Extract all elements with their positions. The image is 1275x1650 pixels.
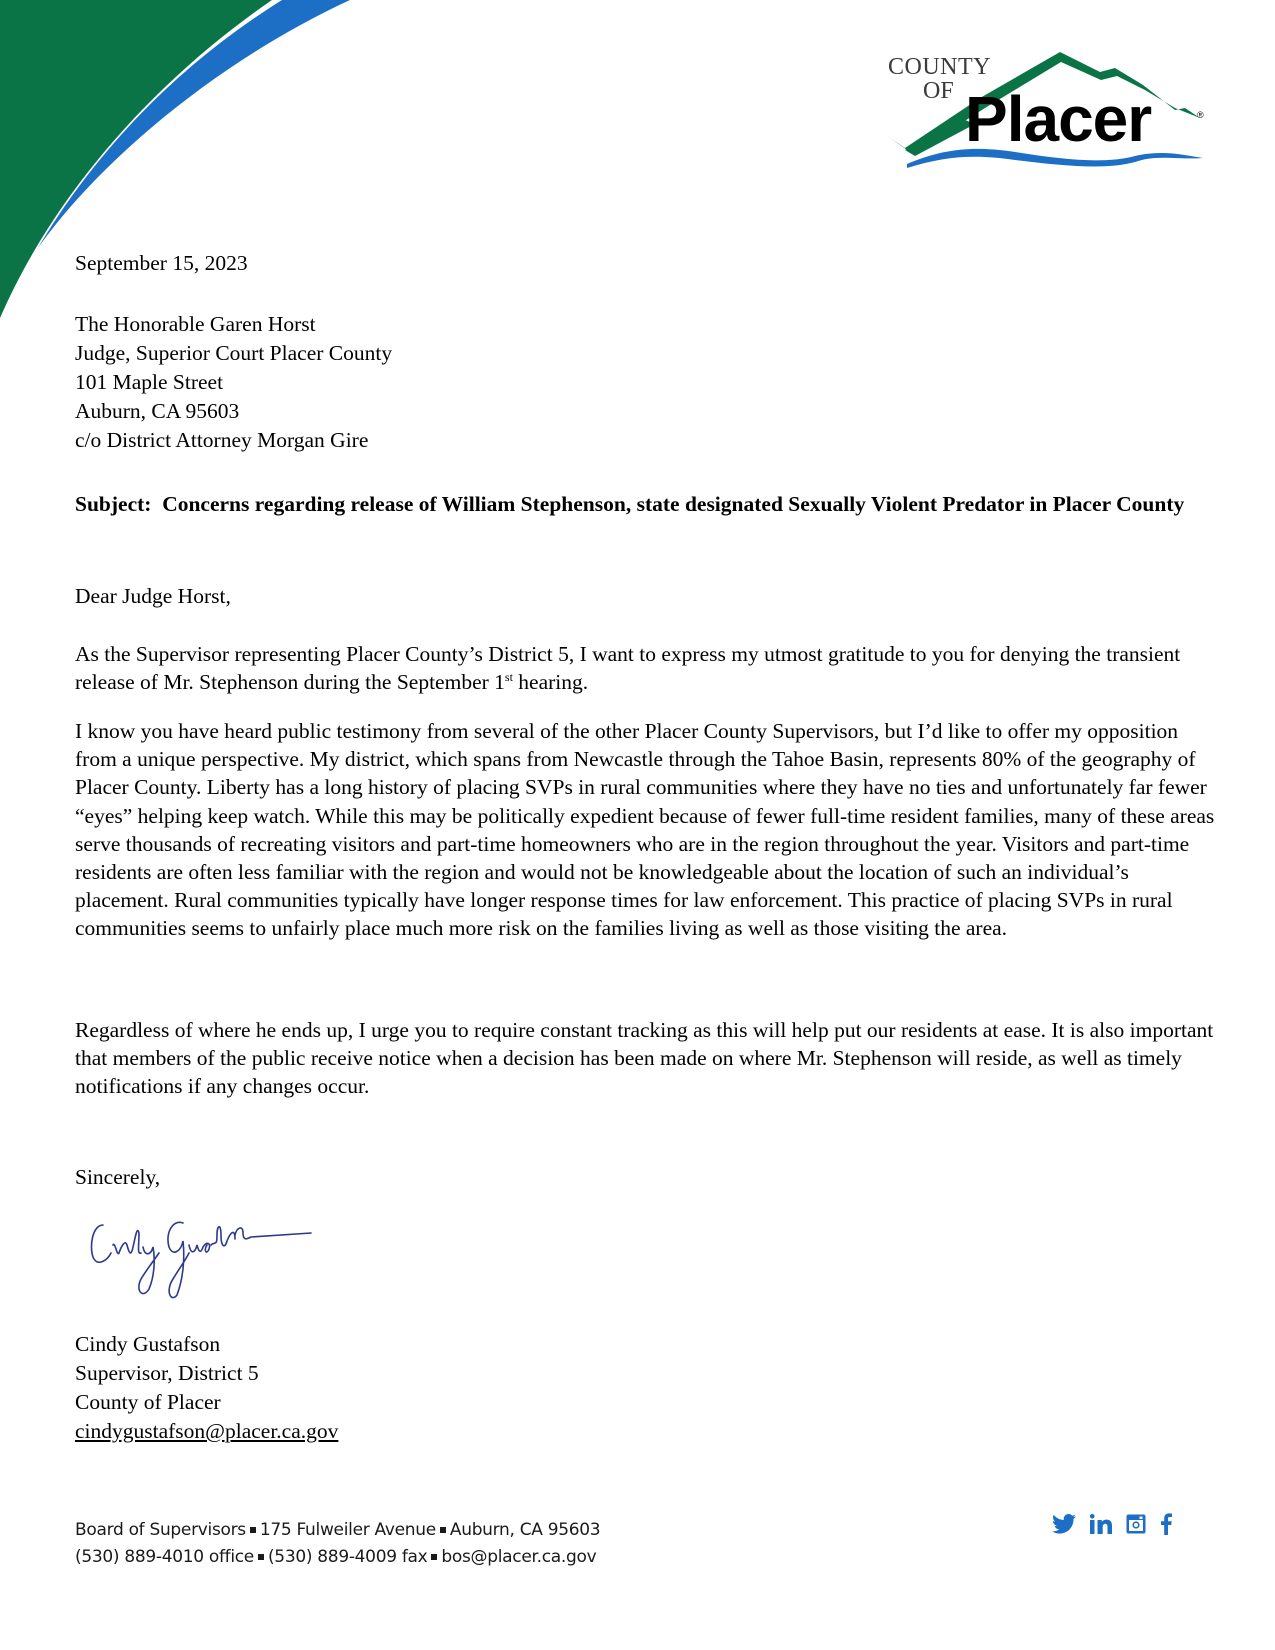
bullet-separator: [258, 1554, 264, 1560]
county-of-placer-logo: [885, 40, 1210, 175]
footer-address-line: [75, 1517, 600, 1544]
bullet-separator: [440, 1527, 446, 1533]
recipient-address: [75, 310, 392, 455]
p1-text-end: hearing.: [512, 670, 589, 695]
footer-email[interactable]: bos@placer.ca.gov: [441, 1547, 597, 1567]
signature-block: [75, 1330, 338, 1446]
subject-label: Subject:: [75, 492, 152, 516]
recipient-line: Judge, Superior Court Placer County: [75, 341, 393, 365]
recipient-line: 101 Maple Street: [75, 370, 224, 394]
handwritten-signature: [85, 1195, 325, 1305]
salutation: Dear Judge Horst,: [75, 584, 231, 608]
subject-text: Concerns regarding release of William Stephenson, state designated Sexually Violent Predator in Placer County: [162, 492, 1185, 516]
footer-office-name: Board of Supervisors: [75, 1520, 246, 1540]
social-media-links: [1052, 1513, 1172, 1535]
signer-organization: County of Placer: [75, 1390, 221, 1414]
subject-line: [75, 490, 1215, 519]
registered-mark: ®: [1197, 110, 1204, 120]
signer-email-link[interactable]: cindygustafson@placer.ca.gov: [75, 1419, 339, 1443]
body-paragraph-3: Regardless of where he ends up, I urge you to require constant tracking as this will help put our residents at ease. It is also important that members of the public receive notice when a decision has been made on where Mr. Stephenson will reside, as well as timely notifications if any changes occur.: [75, 1018, 1214, 1099]
signer-title: Supervisor, District 5: [75, 1361, 259, 1385]
closing: Sincerely,: [75, 1165, 161, 1189]
logo-county-text: COUNTY: [888, 54, 991, 80]
logo-of-text: OF: [923, 78, 954, 104]
bullet-separator: [431, 1554, 437, 1560]
linkedin-icon[interactable]: [1090, 1514, 1112, 1534]
twitter-icon[interactable]: [1052, 1514, 1076, 1534]
signer-name: Cindy Gustafson: [75, 1332, 221, 1356]
letterhead-swoosh: [0, 0, 380, 330]
ordinal-suffix: st: [504, 670, 513, 685]
body-paragraph-1: [75, 640, 1215, 696]
recipient-line: The Honorable Garen Horst: [75, 312, 316, 336]
footer-fax: (530) 889-4009 fax: [267, 1547, 428, 1567]
logo-placer-text: Placer: [965, 83, 1152, 155]
footer-office-phone: (530) 889-4010 office: [75, 1547, 254, 1567]
instagram-icon[interactable]: [1126, 1514, 1146, 1534]
bullet-separator: [250, 1527, 256, 1533]
recipient-line: c/o District Attorney Morgan Gire: [75, 428, 369, 452]
recipient-line: Auburn, CA 95603: [75, 399, 240, 423]
footer-phone-line: [75, 1544, 600, 1571]
p1-text: As the Supervisor representing Placer County’s District 5, I want to express my utmost gratitude to you for denying the transient release of Mr. Stephenson during the September 1: [75, 642, 1181, 695]
footer-contact: [75, 1517, 600, 1571]
body-paragraph-2: I know you have heard public testimony from several of the other Placer County Supervisors, but I’d like to offer my opposition from a unique perspective. My district, which spans from Newcastle through the Tahoe Basin, represents 80% of the geography of Placer County. Liberty has a long history of placing SVPs in rural communities where they have no ties and unfortunately far fewer “eyes” helping keep watch. While this may be politically expedient because of fewer full-time resident families, many of these areas serve thousands of recreating visitors and part-time homeowners who are in the region throughout the year. Visitors and part-time residents are often less familiar with the region and would not be knowledgeable about the location of such an individual’s placement. Rural communities typically have longer response times for law enforcement. This practice of placing SVPs in rural communities seems to unfairly place much more risk on the families living as well as those visiting the area.: [75, 719, 1215, 941]
footer-street: 175 Fulweiler Avenue: [259, 1520, 436, 1540]
footer-city: Auburn, CA 95603: [449, 1520, 601, 1540]
facebook-icon[interactable]: [1160, 1513, 1172, 1535]
letter-date: September 15, 2023: [75, 251, 248, 275]
